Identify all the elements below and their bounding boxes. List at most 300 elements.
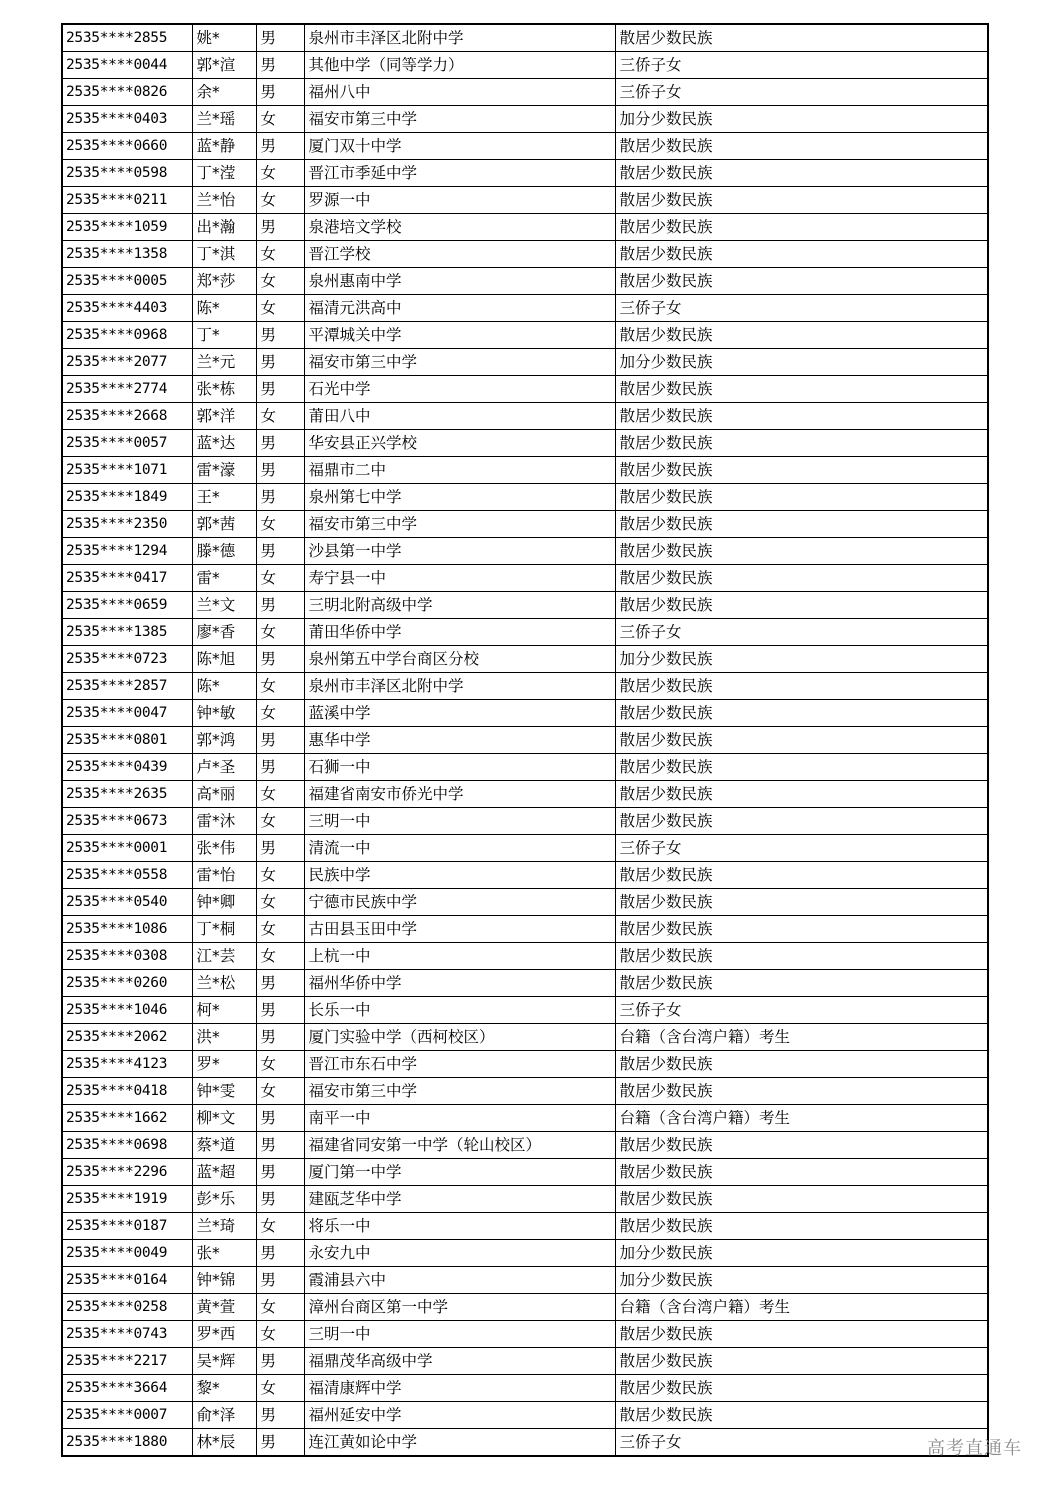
category-cell: 散居少数民族	[615, 862, 988, 889]
gender-cell: 男	[256, 538, 304, 565]
category-cell: 散居少数民族	[615, 214, 988, 241]
gender-cell: 男	[256, 997, 304, 1024]
name-cell: 黄*萱	[192, 1294, 256, 1321]
table-row	[62, 619, 988, 646]
name-cell: 林*辰	[192, 1429, 256, 1457]
candidate-id-cell: 2535****0005	[62, 268, 192, 295]
category-cell: 散居少数民族	[615, 727, 988, 754]
category-cell: 散居少数民族	[615, 1213, 988, 1240]
candidate-id-cell: 2535****1059	[62, 214, 192, 241]
name-cell: 兰*怡	[192, 187, 256, 214]
candidate-id-cell: 2535****1849	[62, 484, 192, 511]
table-row	[62, 565, 988, 592]
gender-cell: 女	[256, 619, 304, 646]
gender-cell: 男	[256, 835, 304, 862]
school-cell: 晋江市季延中学	[304, 160, 615, 187]
name-cell: 兰*文	[192, 592, 256, 619]
school-cell: 福州华侨中学	[304, 970, 615, 997]
school-cell: 厦门第一中学	[304, 1159, 615, 1186]
category-cell: 加分少数民族	[615, 349, 988, 376]
school-cell: 福安市第三中学	[304, 349, 615, 376]
name-cell: 钟*敏	[192, 700, 256, 727]
school-cell: 福安市第三中学	[304, 511, 615, 538]
candidate-id-cell: 2535****0308	[62, 943, 192, 970]
candidate-id-cell: 2535****0001	[62, 835, 192, 862]
gender-cell: 女	[256, 808, 304, 835]
table-row	[62, 349, 988, 376]
school-cell: 其他中学（同等学力）	[304, 52, 615, 79]
candidate-id-cell: 2535****0558	[62, 862, 192, 889]
name-cell: 钟*雯	[192, 1078, 256, 1105]
name-cell: 余*	[192, 79, 256, 106]
table-row	[62, 376, 988, 403]
table-row	[62, 457, 988, 484]
category-cell: 散居少数民族	[615, 187, 988, 214]
candidate-id-cell: 2535****2855	[62, 24, 192, 52]
school-cell: 晋江学校	[304, 241, 615, 268]
table-row	[62, 1267, 988, 1294]
category-cell: 三侨子女	[615, 295, 988, 322]
candidate-table-body	[62, 24, 988, 1456]
school-cell: 厦门双十中学	[304, 133, 615, 160]
name-cell: 柳*文	[192, 1105, 256, 1132]
candidate-id-cell: 2535****2857	[62, 673, 192, 700]
candidate-id-cell: 2535****0723	[62, 646, 192, 673]
gender-cell: 女	[256, 295, 304, 322]
school-cell: 泉州惠南中学	[304, 268, 615, 295]
category-cell: 散居少数民族	[615, 1051, 988, 1078]
candidate-id-cell: 2535****0403	[62, 106, 192, 133]
category-cell: 台籍（含台湾户籍）考生	[615, 1294, 988, 1321]
category-cell: 散居少数民族	[615, 484, 988, 511]
category-cell: 散居少数民族	[615, 1375, 988, 1402]
candidate-id-cell: 2535****1385	[62, 619, 192, 646]
candidate-id-cell: 2535****2217	[62, 1348, 192, 1375]
school-cell: 永安九中	[304, 1240, 615, 1267]
candidate-id-cell: 2535****0826	[62, 79, 192, 106]
name-cell: 雷*怡	[192, 862, 256, 889]
candidate-id-cell: 2535****4123	[62, 1051, 192, 1078]
name-cell: 兰*瑶	[192, 106, 256, 133]
category-cell: 三侨子女	[615, 835, 988, 862]
table-row	[62, 889, 988, 916]
candidate-id-cell: 2535****0417	[62, 565, 192, 592]
gender-cell: 男	[256, 1186, 304, 1213]
name-cell: 丁*	[192, 322, 256, 349]
name-cell: 兰*松	[192, 970, 256, 997]
name-cell: 姚*	[192, 24, 256, 52]
watermark-text: 高考直通车	[927, 1438, 1022, 1459]
table-row	[62, 835, 988, 862]
name-cell: 蓝*达	[192, 430, 256, 457]
gender-cell: 女	[256, 862, 304, 889]
school-cell: 福清元洪高中	[304, 295, 615, 322]
gender-cell: 男	[256, 754, 304, 781]
school-cell: 泉州市丰泽区北附中学	[304, 24, 615, 52]
table-row	[62, 241, 988, 268]
school-cell: 晋江市东石中学	[304, 1051, 615, 1078]
gender-cell: 男	[256, 1429, 304, 1457]
school-cell: 泉州第五中学台商区分校	[304, 646, 615, 673]
name-cell: 廖*香	[192, 619, 256, 646]
gender-cell: 男	[256, 1402, 304, 1429]
table-row	[62, 1105, 988, 1132]
candidate-id-cell: 2535****0698	[62, 1132, 192, 1159]
candidate-id-cell: 2535****0187	[62, 1213, 192, 1240]
school-cell: 福安市第三中学	[304, 1078, 615, 1105]
candidate-id-cell: 2535****0673	[62, 808, 192, 835]
gender-cell: 女	[256, 187, 304, 214]
gender-cell: 男	[256, 349, 304, 376]
candidate-id-cell: 2535****1086	[62, 916, 192, 943]
category-cell: 三侨子女	[615, 79, 988, 106]
school-cell: 石光中学	[304, 376, 615, 403]
candidate-id-cell: 2535****1358	[62, 241, 192, 268]
category-cell: 散居少数民族	[615, 133, 988, 160]
name-cell: 郑*莎	[192, 268, 256, 295]
table-row	[62, 916, 988, 943]
name-cell: 郭*渲	[192, 52, 256, 79]
candidate-id-cell: 2535****2077	[62, 349, 192, 376]
school-cell: 清流一中	[304, 835, 615, 862]
table-row	[62, 52, 988, 79]
gender-cell: 女	[256, 1294, 304, 1321]
name-cell: 丁*淇	[192, 241, 256, 268]
gender-cell: 男	[256, 133, 304, 160]
candidate-id-cell: 2535****0439	[62, 754, 192, 781]
gender-cell: 男	[256, 322, 304, 349]
table-row	[62, 403, 988, 430]
candidate-id-cell: 2535****0164	[62, 1267, 192, 1294]
category-cell: 三侨子女	[615, 1429, 988, 1457]
name-cell: 蓝*静	[192, 133, 256, 160]
candidate-id-cell: 2535****1662	[62, 1105, 192, 1132]
school-cell: 华安县正兴学校	[304, 430, 615, 457]
table-row	[62, 511, 988, 538]
name-cell: 王*	[192, 484, 256, 511]
school-cell: 泉州第七中学	[304, 484, 615, 511]
gender-cell: 男	[256, 1159, 304, 1186]
table-row	[62, 754, 988, 781]
category-cell: 散居少数民族	[615, 970, 988, 997]
table-row	[62, 1321, 988, 1348]
table-row	[62, 1429, 988, 1457]
table-row	[62, 187, 988, 214]
name-cell: 钟*卿	[192, 889, 256, 916]
name-cell: 雷*沐	[192, 808, 256, 835]
school-cell: 上杭一中	[304, 943, 615, 970]
table-row	[62, 646, 988, 673]
candidate-id-cell: 2535****0007	[62, 1402, 192, 1429]
candidate-id-cell: 2535****1919	[62, 1186, 192, 1213]
category-cell: 散居少数民族	[615, 565, 988, 592]
name-cell: 俞*泽	[192, 1402, 256, 1429]
school-cell: 泉港培文学校	[304, 214, 615, 241]
table-row	[62, 1051, 988, 1078]
name-cell: 郭*洋	[192, 403, 256, 430]
name-cell: 罗*	[192, 1051, 256, 1078]
category-cell: 散居少数民族	[615, 889, 988, 916]
category-cell: 加分少数民族	[615, 1267, 988, 1294]
table-row	[62, 1078, 988, 1105]
table-row	[62, 295, 988, 322]
name-cell: 柯*	[192, 997, 256, 1024]
category-cell: 散居少数民族	[615, 943, 988, 970]
table-row	[62, 700, 988, 727]
school-cell: 蓝溪中学	[304, 700, 615, 727]
gender-cell: 女	[256, 673, 304, 700]
name-cell: 兰*元	[192, 349, 256, 376]
candidate-id-cell: 2535****4403	[62, 295, 192, 322]
table-row	[62, 592, 988, 619]
category-cell: 散居少数民族	[615, 160, 988, 187]
category-cell: 散居少数民族	[615, 457, 988, 484]
name-cell: 张*	[192, 1240, 256, 1267]
candidate-id-cell: 2535****0049	[62, 1240, 192, 1267]
name-cell: 出*瀚	[192, 214, 256, 241]
candidate-id-cell: 2535****2296	[62, 1159, 192, 1186]
category-cell: 散居少数民族	[615, 916, 988, 943]
category-cell: 散居少数民族	[615, 1159, 988, 1186]
gender-cell: 男	[256, 727, 304, 754]
gender-cell: 男	[256, 592, 304, 619]
name-cell: 洪*	[192, 1024, 256, 1051]
gender-cell: 男	[256, 1024, 304, 1051]
school-cell: 福建省同安第一中学（轮山校区）	[304, 1132, 615, 1159]
school-cell: 福鼎市二中	[304, 457, 615, 484]
table-row	[62, 484, 988, 511]
name-cell: 陈*旭	[192, 646, 256, 673]
school-cell: 福清康辉中学	[304, 1375, 615, 1402]
table-row	[62, 1213, 988, 1240]
table-row	[62, 862, 988, 889]
school-cell: 厦门实验中学（西柯校区）	[304, 1024, 615, 1051]
candidate-id-cell: 2535****1880	[62, 1429, 192, 1457]
school-cell: 三明一中	[304, 808, 615, 835]
candidate-id-cell: 2535****3664	[62, 1375, 192, 1402]
category-cell: 散居少数民族	[615, 430, 988, 457]
table-row	[62, 1348, 988, 1375]
table-row	[62, 79, 988, 106]
gender-cell: 男	[256, 970, 304, 997]
table-row	[62, 538, 988, 565]
table-row	[62, 268, 988, 295]
gender-cell: 男	[256, 484, 304, 511]
category-cell: 散居少数民族	[615, 1132, 988, 1159]
gender-cell: 女	[256, 106, 304, 133]
table-row	[62, 673, 988, 700]
school-cell: 沙县第一中学	[304, 538, 615, 565]
gender-cell: 女	[256, 403, 304, 430]
candidate-id-cell: 2535****2350	[62, 511, 192, 538]
name-cell: 张*栋	[192, 376, 256, 403]
category-cell: 散居少数民族	[615, 1402, 988, 1429]
candidate-id-cell: 2535****0743	[62, 1321, 192, 1348]
school-cell: 莆田八中	[304, 403, 615, 430]
gender-cell: 男	[256, 1267, 304, 1294]
school-cell: 民族中学	[304, 862, 615, 889]
category-cell: 散居少数民族	[615, 268, 988, 295]
table-row	[62, 1186, 988, 1213]
table-row	[62, 1240, 988, 1267]
gender-cell: 女	[256, 700, 304, 727]
gender-cell: 男	[256, 1348, 304, 1375]
table-row	[62, 943, 988, 970]
gender-cell: 女	[256, 565, 304, 592]
table-row	[62, 1375, 988, 1402]
school-cell: 建瓯芝华中学	[304, 1186, 615, 1213]
gender-cell: 女	[256, 889, 304, 916]
category-cell: 散居少数民族	[615, 1348, 988, 1375]
name-cell: 滕*德	[192, 538, 256, 565]
gender-cell: 男	[256, 24, 304, 52]
name-cell: 丁*桐	[192, 916, 256, 943]
name-cell: 蓝*超	[192, 1159, 256, 1186]
name-cell: 陈*	[192, 295, 256, 322]
school-cell: 宁德市民族中学	[304, 889, 615, 916]
table-row	[62, 1294, 988, 1321]
category-cell: 散居少数民族	[615, 808, 988, 835]
category-cell: 散居少数民族	[615, 322, 988, 349]
school-cell: 福安市第三中学	[304, 106, 615, 133]
school-cell: 罗源一中	[304, 187, 615, 214]
name-cell: 兰*琦	[192, 1213, 256, 1240]
gender-cell: 女	[256, 1078, 304, 1105]
category-cell: 三侨子女	[615, 619, 988, 646]
candidate-id-cell: 2535****0057	[62, 430, 192, 457]
name-cell: 雷*濠	[192, 457, 256, 484]
candidate-id-cell: 2535****0418	[62, 1078, 192, 1105]
table-row	[62, 322, 988, 349]
table-row	[62, 970, 988, 997]
candidate-id-cell: 2535****0801	[62, 727, 192, 754]
school-cell: 三明一中	[304, 1321, 615, 1348]
candidate-id-cell: 2535****0260	[62, 970, 192, 997]
category-cell: 台籍（含台湾户籍）考生	[615, 1105, 988, 1132]
category-cell: 台籍（含台湾户籍）考生	[615, 1024, 988, 1051]
category-cell: 散居少数民族	[615, 24, 988, 52]
category-cell: 加分少数民族	[615, 646, 988, 673]
table-row	[62, 160, 988, 187]
gender-cell: 男	[256, 430, 304, 457]
candidate-id-cell: 2535****0211	[62, 187, 192, 214]
table-row	[62, 430, 988, 457]
table-row	[62, 781, 988, 808]
name-cell: 郭*鸿	[192, 727, 256, 754]
candidate-id-cell: 2535****0659	[62, 592, 192, 619]
category-cell: 散居少数民族	[615, 700, 988, 727]
candidate-id-cell: 2535****1294	[62, 538, 192, 565]
name-cell: 黎*	[192, 1375, 256, 1402]
school-cell: 南平一中	[304, 1105, 615, 1132]
school-cell: 连江黄如论中学	[304, 1429, 615, 1457]
category-cell: 散居少数民族	[615, 1078, 988, 1105]
gender-cell: 男	[256, 457, 304, 484]
school-cell: 将乐一中	[304, 1213, 615, 1240]
candidate-id-cell: 2535****0660	[62, 133, 192, 160]
name-cell: 高*丽	[192, 781, 256, 808]
category-cell: 三侨子女	[615, 52, 988, 79]
name-cell: 江*芸	[192, 943, 256, 970]
gender-cell: 男	[256, 52, 304, 79]
gender-cell: 女	[256, 781, 304, 808]
table-row	[62, 133, 988, 160]
name-cell: 吴*辉	[192, 1348, 256, 1375]
school-cell: 古田县玉田中学	[304, 916, 615, 943]
gender-cell: 女	[256, 1051, 304, 1078]
candidate-id-cell: 2535****0258	[62, 1294, 192, 1321]
gender-cell: 男	[256, 1105, 304, 1132]
category-cell: 散居少数民族	[615, 511, 988, 538]
gender-cell: 女	[256, 268, 304, 295]
school-cell: 泉州市丰泽区北附中学	[304, 673, 615, 700]
gender-cell: 女	[256, 1321, 304, 1348]
school-cell: 霞浦县六中	[304, 1267, 615, 1294]
category-cell: 加分少数民族	[615, 106, 988, 133]
name-cell: 卢*圣	[192, 754, 256, 781]
gender-cell: 女	[256, 1375, 304, 1402]
category-cell: 散居少数民族	[615, 538, 988, 565]
candidate-id-cell: 2535****2635	[62, 781, 192, 808]
candidate-id-cell: 2535****0540	[62, 889, 192, 916]
gender-cell: 女	[256, 160, 304, 187]
gender-cell: 女	[256, 1213, 304, 1240]
table-row	[62, 1024, 988, 1051]
school-cell: 惠华中学	[304, 727, 615, 754]
school-cell: 平潭城关中学	[304, 322, 615, 349]
school-cell: 福建省南安市侨光中学	[304, 781, 615, 808]
gender-cell: 女	[256, 511, 304, 538]
gender-cell: 男	[256, 646, 304, 673]
category-cell: 散居少数民族	[615, 403, 988, 430]
name-cell: 罗*西	[192, 1321, 256, 1348]
school-cell: 福州延安中学	[304, 1402, 615, 1429]
candidate-id-cell: 2535****1046	[62, 997, 192, 1024]
candidate-id-cell: 2535****0968	[62, 322, 192, 349]
school-cell: 石狮一中	[304, 754, 615, 781]
name-cell: 张*伟	[192, 835, 256, 862]
table-row	[62, 1159, 988, 1186]
table-row	[62, 808, 988, 835]
school-cell: 寿宁县一中	[304, 565, 615, 592]
candidate-id-cell: 2535****0044	[62, 52, 192, 79]
name-cell: 陈*	[192, 673, 256, 700]
school-cell: 福鼎茂华高级中学	[304, 1348, 615, 1375]
candidate-id-cell: 2535****1071	[62, 457, 192, 484]
gender-cell: 男	[256, 214, 304, 241]
school-cell: 三明北附高级中学	[304, 592, 615, 619]
school-cell: 漳州台商区第一中学	[304, 1294, 615, 1321]
table-row	[62, 214, 988, 241]
gender-cell: 男	[256, 1132, 304, 1159]
table-row	[62, 24, 988, 52]
category-cell: 散居少数民族	[615, 673, 988, 700]
category-cell: 散居少数民族	[615, 592, 988, 619]
gender-cell: 女	[256, 916, 304, 943]
table-row	[62, 1132, 988, 1159]
school-cell: 长乐一中	[304, 997, 615, 1024]
category-cell: 加分少数民族	[615, 1240, 988, 1267]
candidate-table	[61, 23, 989, 1457]
name-cell: 郭*茜	[192, 511, 256, 538]
school-cell: 福州八中	[304, 79, 615, 106]
candidate-id-cell: 2535****2774	[62, 376, 192, 403]
category-cell: 散居少数民族	[615, 754, 988, 781]
table-row	[62, 997, 988, 1024]
gender-cell: 男	[256, 1240, 304, 1267]
name-cell: 丁*滢	[192, 160, 256, 187]
candidate-id-cell: 2535****2668	[62, 403, 192, 430]
